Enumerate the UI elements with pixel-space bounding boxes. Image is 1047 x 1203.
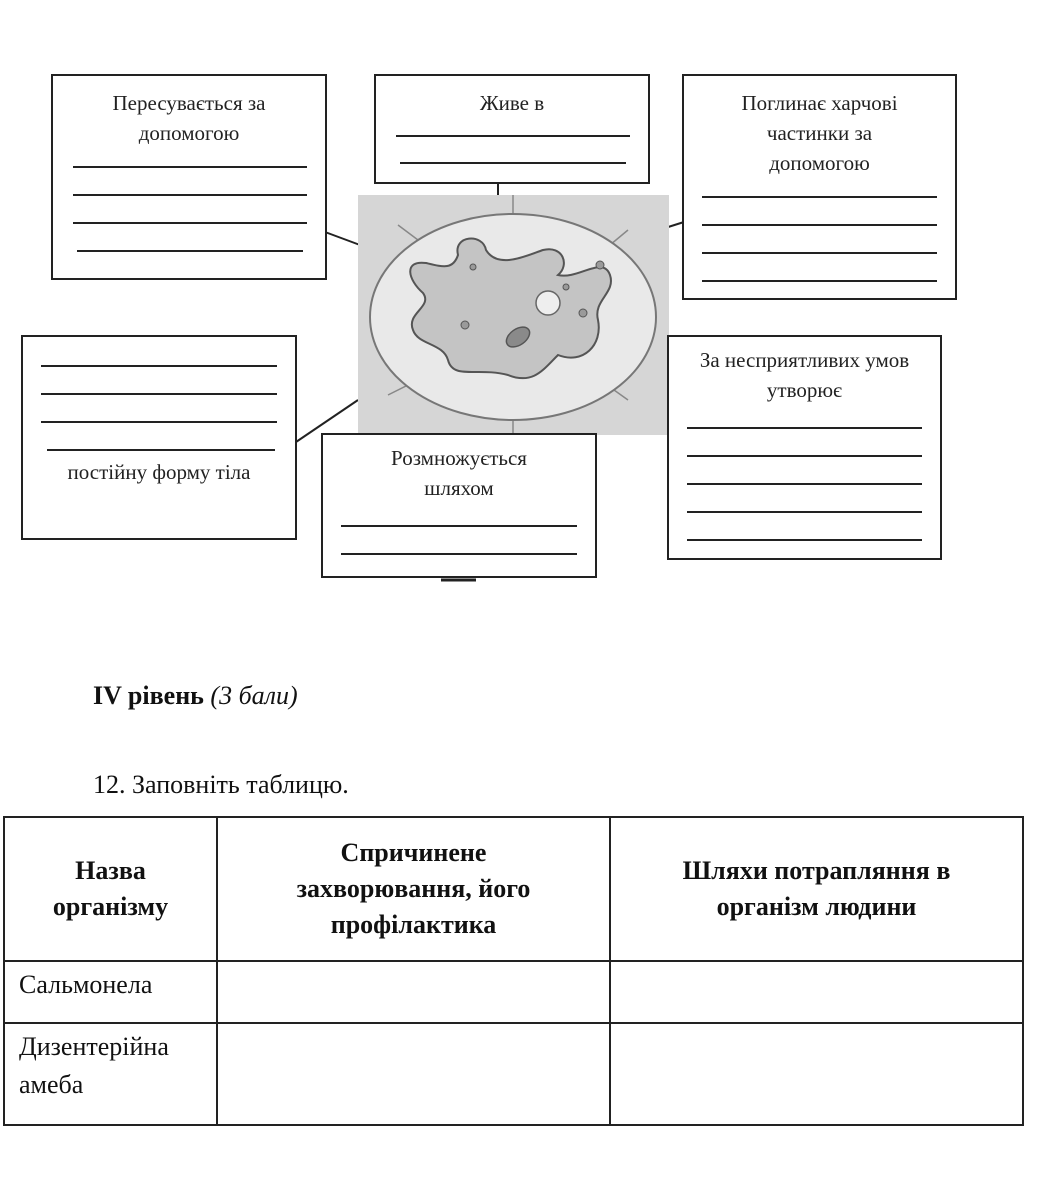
answer-line[interactable] bbox=[341, 525, 577, 527]
section-points: (3 бали) bbox=[210, 681, 298, 710]
answer-line[interactable] bbox=[47, 449, 275, 451]
box-shape bbox=[21, 335, 297, 540]
task-text: 12. Заповніть таблицю. bbox=[93, 770, 349, 799]
answer-table bbox=[3, 816, 1024, 1126]
box-habitat bbox=[374, 74, 650, 184]
box-shape-label: постійну форму тіла bbox=[67, 460, 251, 484]
table-header-cell: Назва організму bbox=[4, 817, 217, 961]
table-header-cell: Шляхи потрапляння в організм людини bbox=[610, 817, 1023, 961]
amoeba-illustration bbox=[358, 195, 669, 435]
answer-line[interactable] bbox=[41, 365, 277, 367]
box-unfavorable-label: За несприятливих умов утворює bbox=[699, 348, 910, 402]
answer-line[interactable] bbox=[41, 393, 277, 395]
box-feeding bbox=[682, 74, 957, 300]
table-row bbox=[4, 1023, 1023, 1125]
answer-line[interactable] bbox=[400, 162, 626, 164]
box-feeding-label: Поглинає харчові частинки за допомогою bbox=[741, 91, 898, 175]
answer-line[interactable] bbox=[687, 539, 922, 541]
organism-name-cell: Сальмонела bbox=[4, 961, 217, 1023]
answer-line[interactable] bbox=[341, 553, 577, 555]
answer-line[interactable] bbox=[702, 280, 937, 282]
answer-line[interactable] bbox=[41, 421, 277, 423]
box-reproduction-label: Розмножується шляхом bbox=[391, 446, 527, 500]
answer-line[interactable] bbox=[73, 166, 307, 168]
answer-line[interactable] bbox=[77, 250, 303, 252]
answer-cell[interactable] bbox=[610, 961, 1023, 1023]
box-habitat-label: Живе в bbox=[479, 91, 545, 115]
answer-line[interactable] bbox=[687, 427, 922, 429]
answer-line[interactable] bbox=[687, 455, 922, 457]
answer-line[interactable] bbox=[687, 483, 922, 485]
answer-line[interactable] bbox=[702, 196, 937, 198]
answer-cell[interactable] bbox=[610, 1023, 1023, 1125]
answer-line[interactable] bbox=[702, 224, 937, 226]
answer-line[interactable] bbox=[702, 252, 937, 254]
table-row bbox=[4, 961, 1023, 1023]
answer-line[interactable] bbox=[73, 222, 307, 224]
organism-name-cell: Дизентерійна амеба bbox=[4, 1023, 217, 1125]
box-unfavorable bbox=[667, 335, 942, 560]
section-level: IV рівень bbox=[93, 681, 204, 710]
box-reproduction bbox=[321, 433, 597, 578]
answer-line[interactable] bbox=[73, 194, 307, 196]
answer-cell[interactable] bbox=[217, 961, 610, 1023]
table-header-row bbox=[4, 817, 1023, 961]
answer-line[interactable] bbox=[396, 135, 630, 137]
section-heading bbox=[93, 681, 298, 711]
answer-cell[interactable] bbox=[217, 1023, 610, 1125]
table-header-cell: Спричинене захворювання, його профілактика bbox=[217, 817, 610, 961]
answer-line[interactable] bbox=[687, 511, 922, 513]
box-locomotion-label: Пересувається за допомогою bbox=[112, 91, 266, 145]
box-locomotion bbox=[51, 74, 327, 280]
